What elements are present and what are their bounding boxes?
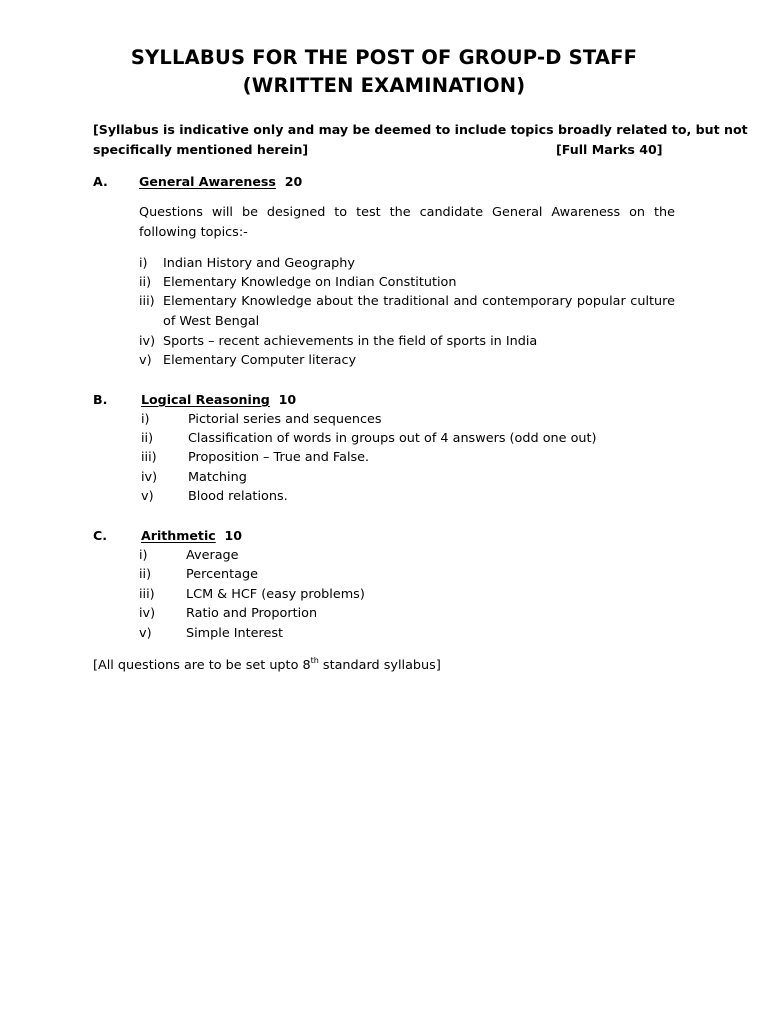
- list-item-text: Percentage: [186, 567, 258, 582]
- syllabus-note-line-2: specifically mentioned herein]: [93, 142, 309, 157]
- section-marks: 20: [284, 174, 303, 189]
- section-heading-title: Arithmetic: [141, 528, 216, 543]
- section-heading: [141, 530, 242, 543]
- list-item-number: iii): [139, 294, 155, 309]
- list-item-number: iv): [141, 470, 158, 485]
- list-item-number: v): [139, 353, 152, 368]
- list-item-text: Elementary Knowledge about the traditional and contemporary popular culture of West Bengal: [163, 294, 675, 329]
- list-item-text: LCM & HCF (easy problems): [186, 587, 365, 602]
- list-item-text: Matching: [188, 470, 247, 485]
- list-item-text: Elementary Computer literacy: [163, 353, 357, 368]
- list-item-text: Pictorial series and sequences: [188, 412, 382, 427]
- list-item-text: Elementary Knowledge on Indian Constitution: [163, 275, 457, 290]
- list-item-number: iii): [139, 587, 155, 602]
- footer-note-superscript: th: [310, 655, 319, 665]
- list-item-number: ii): [139, 275, 152, 290]
- list-item-text: Sports – recent achievements in the field of sports in India: [163, 334, 538, 349]
- list-item-number: iv): [139, 606, 156, 621]
- list-item-text: Classification of words in groups out of 4 answers (odd one out): [188, 431, 597, 446]
- footer-note: [93, 655, 441, 673]
- full-marks-label: [Full Marks 40]: [556, 142, 663, 157]
- section-heading-title: General Awareness: [139, 174, 276, 189]
- section-marks: 10: [278, 392, 297, 407]
- list-item-text: Average: [186, 548, 239, 563]
- section-letter: B.: [93, 392, 108, 407]
- section-heading: [139, 176, 302, 189]
- list-item-number: iv): [139, 334, 156, 349]
- list-item-number: v): [139, 626, 152, 641]
- footer-note-text-end: standard syllabus]: [318, 658, 441, 673]
- list-item-text: Simple Interest: [186, 626, 284, 641]
- list-item-text: Ratio and Proportion: [186, 606, 318, 621]
- page-title-line-2: (WRITTEN EXAMINATION): [242, 74, 526, 97]
- syllabus-note-line-1: [Syllabus is indicative only and may be deemed to include topics broadly related to, but not: [93, 122, 748, 137]
- section-letter: A.: [93, 174, 108, 189]
- footer-note-text: [All questions are to be set upto 8: [93, 658, 311, 673]
- list-item-text: Indian History and Geography: [163, 256, 355, 271]
- section-marks: 10: [224, 528, 243, 543]
- list-item-number: iii): [141, 450, 157, 465]
- list-item-number: i): [141, 412, 150, 427]
- section-heading-title: Logical Reasoning: [141, 392, 270, 407]
- page-title-line-1: SYLLABUS FOR THE POST OF GROUP-D STAFF: [130, 46, 638, 69]
- list-item-text: Blood relations.: [188, 489, 288, 504]
- section-intro: Questions will be designed to test the candidate General Awareness on the following topics:-: [139, 205, 675, 240]
- section-letter: C.: [93, 528, 108, 543]
- list-item-number: ii): [139, 567, 152, 582]
- list-item-text: Proposition – True and False.: [188, 450, 370, 465]
- list-item-number: i): [139, 256, 148, 271]
- list-item-number: ii): [141, 431, 154, 446]
- list-item-number: i): [139, 548, 148, 563]
- list-item-number: v): [141, 489, 154, 504]
- section-heading: [141, 394, 296, 407]
